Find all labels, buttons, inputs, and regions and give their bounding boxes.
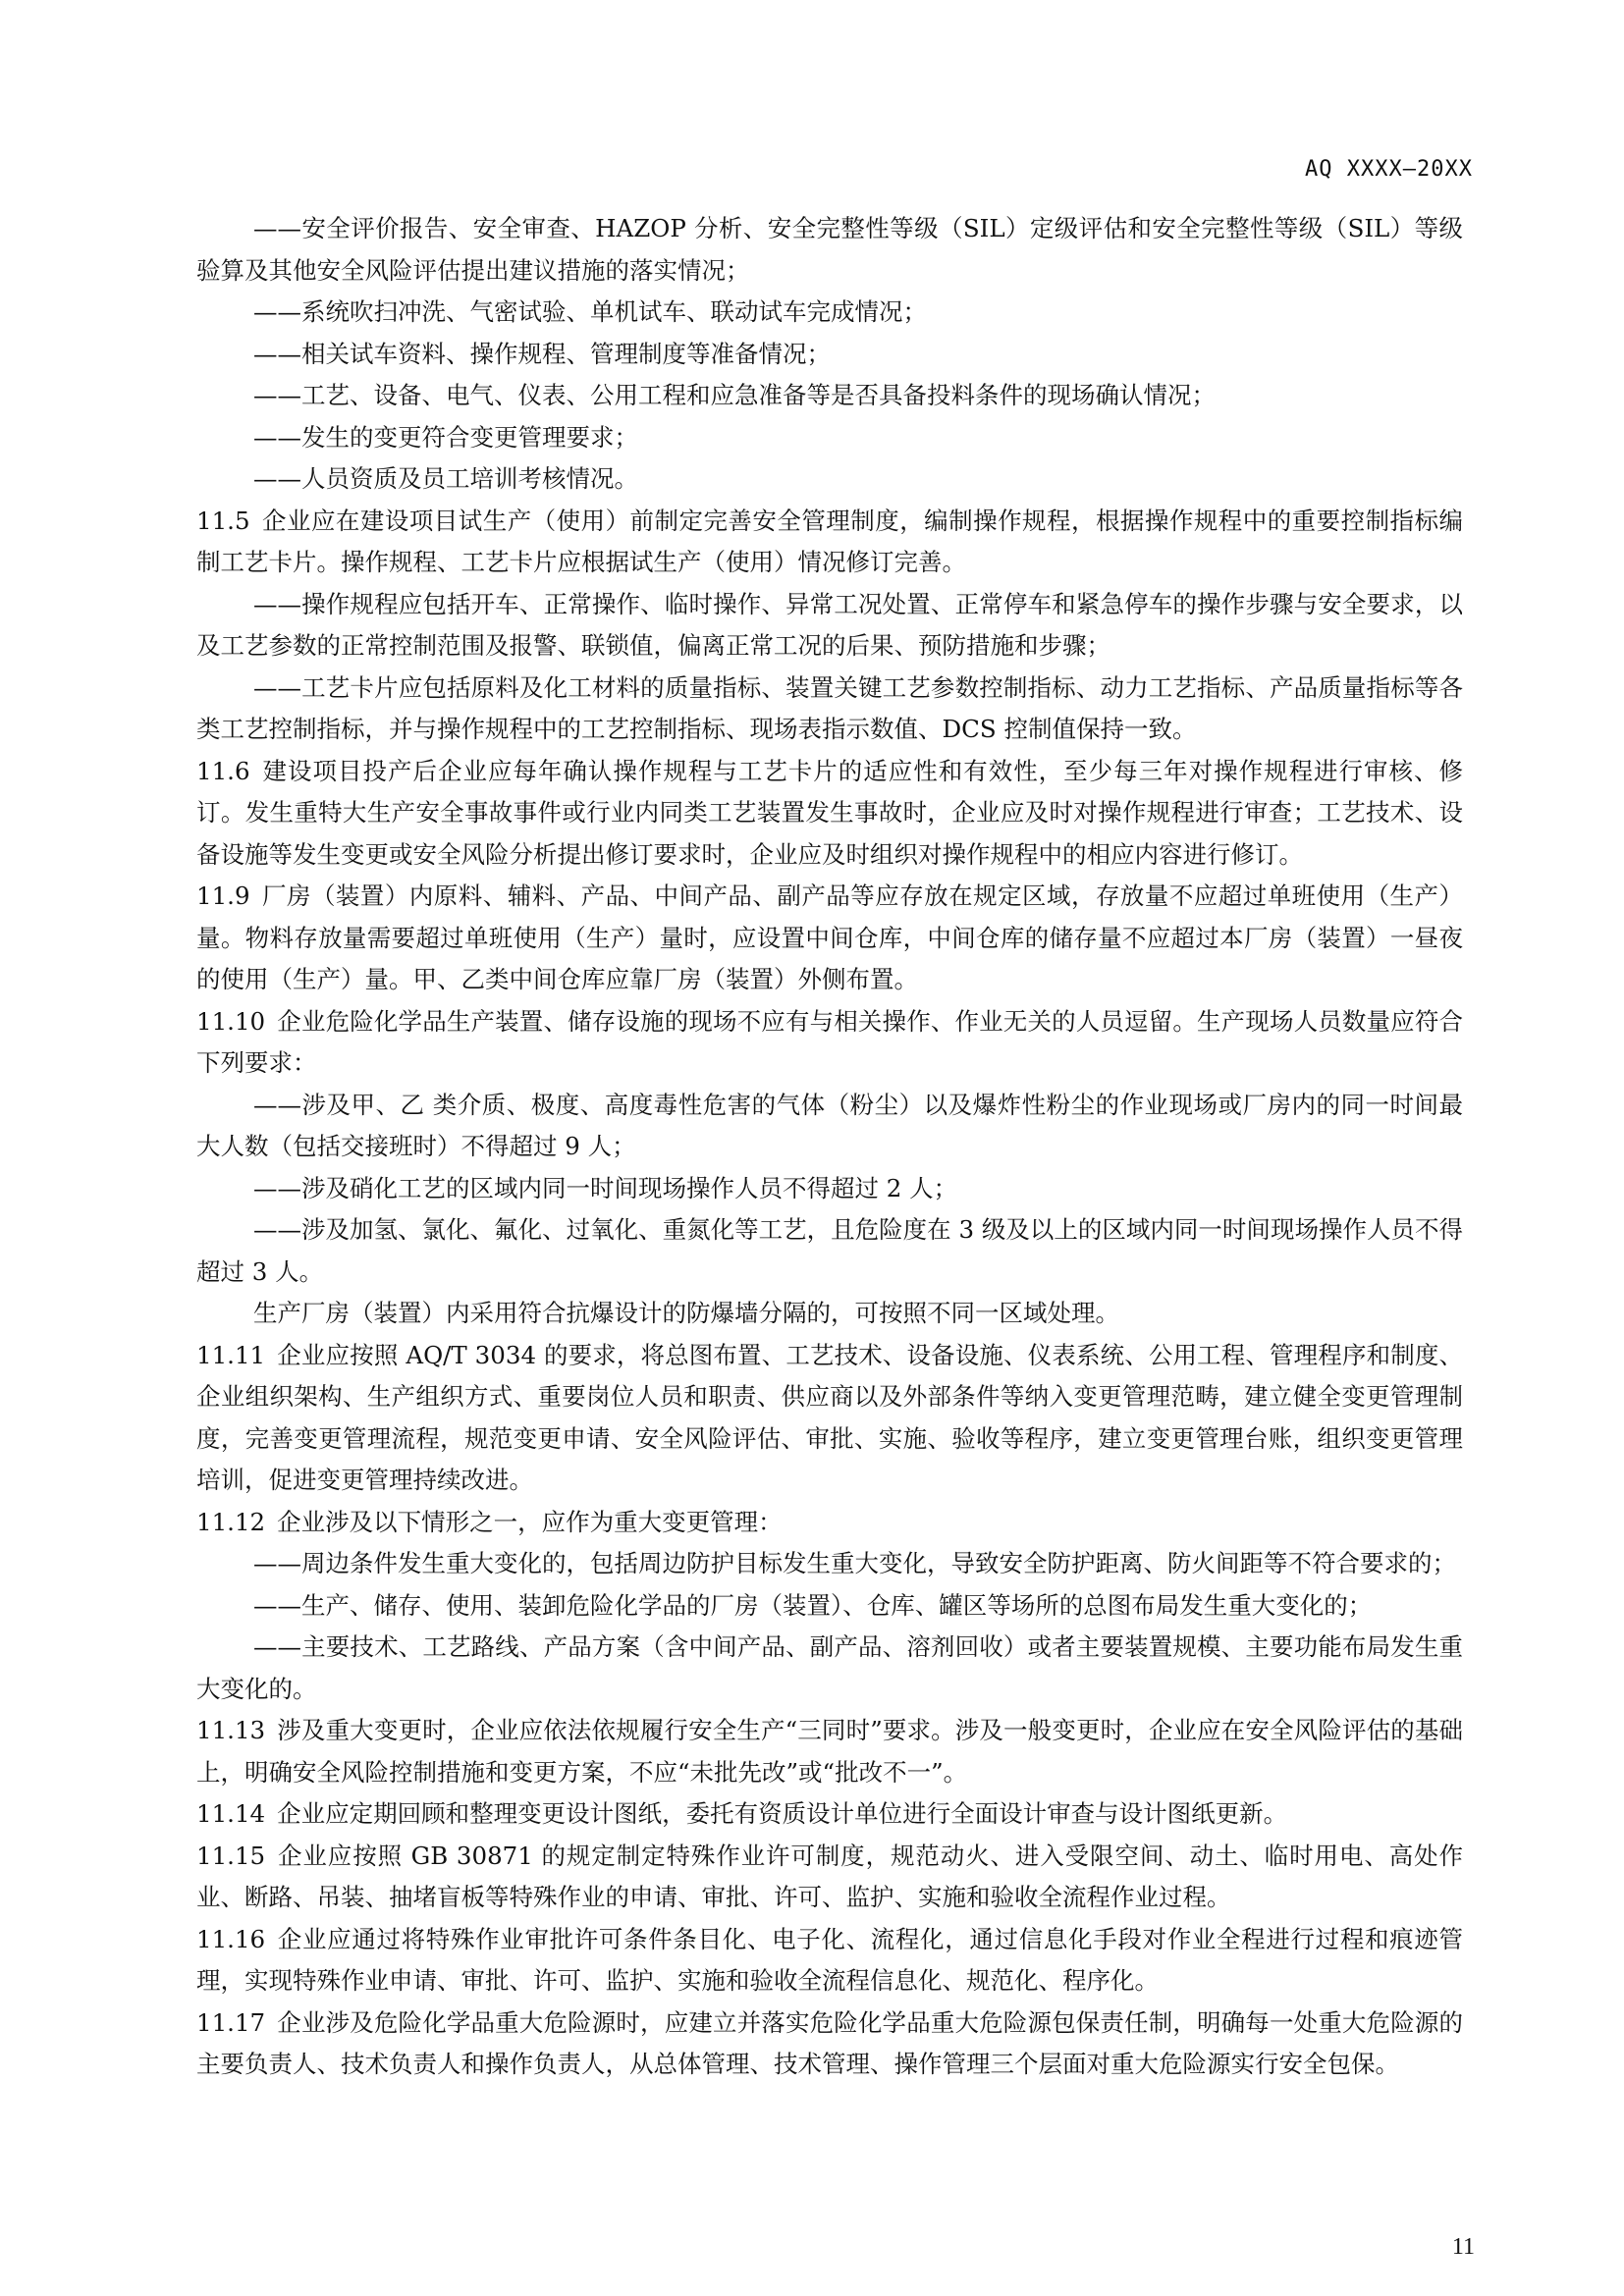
clause-11-13: 11.13 涉及重大变更时，企业应依法依规履行安全生产“三同时”要求。涉及一般变更时，企业应在安全风险评估的基础上，明确安全风险控制措施和变更方案，不应“未批先改”或“批改不一”。 <box>196 1716 1463 1787</box>
list-item: ——主要技术、工艺路线、产品方案（含中间产品、副产品、溶剂回收）或者主要装置规模、主要功能布局发生重大变化的。 <box>196 1632 1463 1703</box>
list-item: ——涉及加氢、氯化、氟化、过氧化、重氮化等工艺，且危险度在 3 级及以上的区域内同一时间现场操作人员不得超过 3 人。 <box>196 1215 1463 1286</box>
clause-number: 11.5 <box>196 506 250 535</box>
clause-11-16: 11.16 企业应通过将特殊作业审批许可条件条目化、电子化、流程化，通过信息化手段对作业全程进行过程和痕迹管理，实现特殊作业申请、审批、许可、监护、实施和验收全流程信息化、规范化、程序化。 <box>196 1924 1463 1995</box>
clause-11-11: 11.11 企业应按照 AQ/T 3034 的要求，将总图布置、工艺技术、设备设施、仪表系统、公用工程、管理程序和制度、企业组织架构、生产组织方式、重要岗位人员和职责、供应商以及外部条件等纳入变更管理范畴，建立健全变更管理制度，完善变更管理流程，规范变更申请、安全风险评估、审批、实施、验收等程序，建立变更管理台账，组织变更管理培训，促进变更管理持续改进。 <box>196 1340 1463 1494</box>
clause-number: 11.11 <box>196 1340 266 1369</box>
list-item: ——生产、储存、使用、装卸危险化学品的厂房（装置）、仓库、罐区等场所的总图布局发生重大变化的； <box>253 1590 1373 1620</box>
list-item: ——操作规程应包括开车、正常操作、临时操作、异常工况处置、正常停车和紧急停车的操作步骤与安全要求，以及工艺参数的正常控制范围及报警、联锁值，偏离正常工况的后果、预防措施和步骤； <box>196 589 1463 660</box>
list-item: 生产厂房（装置）内采用符合抗爆设计的防爆墙分隔的，可按照不同一区域处理。 <box>253 1299 1119 1327</box>
list-item: ——工艺、设备、电气、仪表、公用工程和应急准备等是否具备投料条件的现场确认情况； <box>253 381 1216 409</box>
clause-11-17: 11.17 企业涉及危险化学品重大危险源时，应建立并落实危险化学品重大危险源包保责任制，明确每一处重大危险源的主要负责人、技术负责人和操作负责人，从总体管理、技术管理、操作管理三个层面对重大危险源实行安全包保。 <box>196 2007 1463 2078</box>
document-body <box>196 208 1463 2086</box>
list-item: ——周边条件发生重大变化的，包括周边防护目标发生重大变化，导致安全防护距离、防火间距等不符合要求的； <box>253 1549 1456 1577</box>
page-number: 11 <box>1451 2234 1475 2260</box>
clause-number: 11.10 <box>196 1006 266 1036</box>
clause-number: 11.14 <box>196 1799 266 1828</box>
list-item: ——发生的变更符合变更管理要求； <box>253 422 638 452</box>
list-item: ——涉及甲、乙 类介质、极度、高度毒性危害的气体（粉尘）以及爆炸性粉尘的作业现场或厂房内的同一时间最大人数（包括交接班时）不得超过 9 人； <box>196 1090 1463 1160</box>
clause-11-12: 11.12 企业涉及以下情形之一，应作为重大变更管理： <box>196 1507 783 1536</box>
list-item: ——系统吹扫冲洗、气密试验、单机试车、联动试车完成情况； <box>253 297 927 326</box>
list-item: ——工艺卡片应包括原料及化工材料的质量指标、装置关键工艺参数控制指标、动力工艺指标、产品质量指标等各类工艺控制指标，并与操作规程中的工艺控制指标、现场表指示数值、DCS 控制值保持一致。 <box>196 672 1463 743</box>
list-item: ——涉及硝化工艺的区域内同一时间现场操作人员不得超过 2 人； <box>253 1173 958 1202</box>
clause-11-10: 11.10 企业危险化学品生产装置、储存设施的现场不应有与相关操作、作业无关的人员逗留。生产现场人员数量应符合下列要求： <box>196 1006 1463 1077</box>
clause-11-14: 11.14 企业应定期回顾和整理变更设计图纸，委托有资质设计单位进行全面设计审查与设计图纸更新。 <box>196 1799 1288 1828</box>
clause-11-9: 11.9 厂房（装置）内原料、辅料、产品、中间产品、副产品等应存放在规定区域，存放量不应超过单班使用（生产）量。物料存放量需要超过单班使用（生产）量时，应设置中间仓库，中间仓库的储存量不应超过本厂房（装置）一昼夜的使用（生产）量。甲、乙类中间仓库应靠厂房（装置）外侧布置。 <box>196 881 1463 993</box>
clause-number: 11.16 <box>196 1924 266 1953</box>
clause-number: 11.15 <box>196 1841 266 1870</box>
clause-number: 11.6 <box>196 756 250 785</box>
clause-number: 11.13 <box>196 1716 266 1744</box>
clause-number: 11.17 <box>196 2007 266 2037</box>
list-item: ——安全评价报告、安全审查、HAZOP 分析、安全完整性等级（SIL）定级评估和安全完整性等级（SIL）等级验算及其他安全风险评估提出建议措施的落实情况； <box>196 214 1463 285</box>
list-item: ——人员资质及员工培训考核情况。 <box>253 464 638 493</box>
clause-11-6: 11.6 建设项目投产后企业应每年确认操作规程与工艺卡片的适应性和有效性，至少每三年对操作规程进行审核、修订。发生重特大生产安全事故事件或行业内同类工艺装置发生事故时，企业应及时对操作规程进行审查；工艺技术、设备设施等发生变更或安全风险分析提出修订要求时，企业应及时组织对操作规程中的相应内容进行修订。 <box>196 756 1463 869</box>
list-item: ——相关试车资料、操作规程、管理制度等准备情况； <box>253 339 831 368</box>
clause-number: 11.12 <box>196 1507 266 1536</box>
clause-11-5: 11.5 企业应在建设项目试生产（使用）前制定完善安全管理制度，编制操作规程，根据操作规程中的重要控制指标编制工艺卡片。操作规程、工艺卡片应根据试生产（使用）情况修订完善。 <box>196 506 1463 576</box>
clause-11-15: 11.15 企业应按照 GB 30871 的规定制定特殊作业许可制度，规范动火、进入受限空间、动土、临时用电、高处作业、断路、吊装、抽堵盲板等特殊作业的申请、审批、许可、监护、实施和验收全流程作业过程。 <box>196 1841 1463 1911</box>
clause-number: 11.9 <box>196 881 250 910</box>
standard-code-header: AQ XXXX—20XX <box>1305 157 1473 182</box>
